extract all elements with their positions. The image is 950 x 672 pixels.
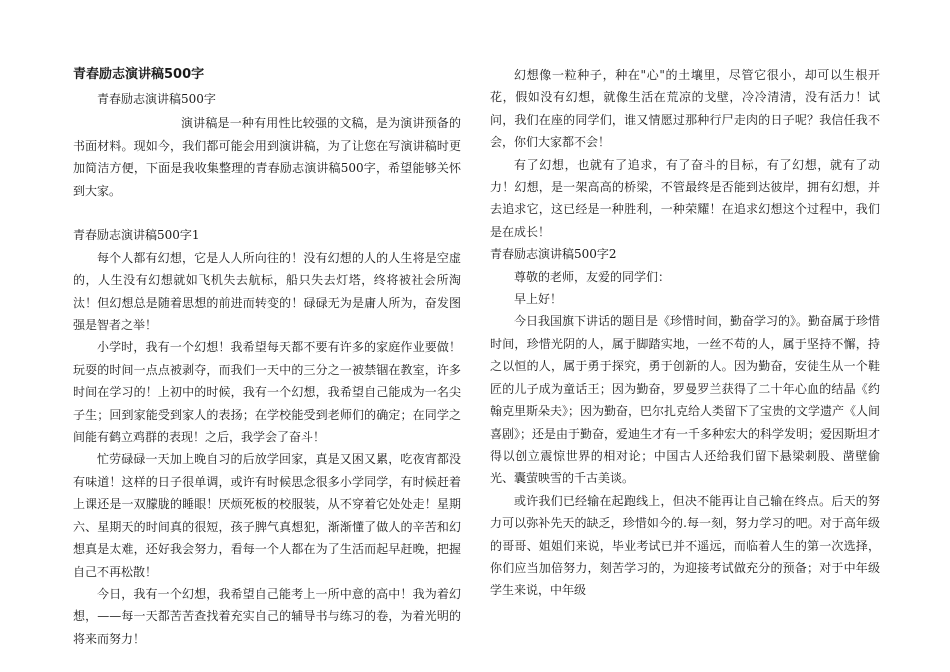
section1-paragraph-3: 忙劳碌碌一天加上晚自习的后放学回家，真是又困又累，吃夜宵都没有味道！这样的日子很单调，或许有时候思念很多小学同学，有时候赶着上课还是一双朦胧的睡眼！厌烦死板的校服装，从不穿着它处处走！星期六、星期天的时间真的很短，孩子脾气真想犯，渐渐懂了做人的辛苦和幻想真是太难，还好我会努力，看每一个人都在为了生活而起早赶晚，把握自己不再松散！ <box>73 452 461 579</box>
intro-paragraph: 演讲稿是一种有用性比较强的文稿，是为演讲预备的书面材料。现如今，我们都可能会用到演讲稿，为了让您在写演讲稿时更加简洁方便，下面是我收集整理的青春励志演讲稿500字，希望能够关怀到大家。 <box>73 116 461 198</box>
document-title: 青春励志演讲稿500字 <box>73 67 205 82</box>
section2-title: 青春励志演讲稿500字2 <box>490 247 617 262</box>
section2-paragraph-1: 尊敬的老师，友爱的同学们： <box>514 269 671 284</box>
section2-paragraph-3: 今日我国旗下讲话的题目是《珍惜时间，勤奋学习的》。勤奋属于珍惜时间，珍惜光阴的人，属于脚踏实地，一丝不苟的人，属于坚持不懈，持之以恒的人，属于勇于探究，勇于创新的人。因为勤奋，安徒生从一个鞋匠的儿子成为童话王；因为勤奋，罗曼罗兰获得了二十年心血的结晶《约翰克里斯朵夫》；因为勤奋，巴尔扎克给人类留下了宝贵的文学遗产《人间喜剧》；还是由于勤奋，爱迪生才有一千多种宏大的科学发明；爱因斯坦才得以创立震惊世界的相对论；中国古人还给我们留下悬梁刺股、凿壁偷光、囊萤映雪的千古美谈。 <box>490 314 881 486</box>
left-column <box>73 64 461 650</box>
section1-paragraph-2: 小学时，我有一个幻想！我希望每天都不要有许多的家庭作业要做！玩耍的时间一点点被剥夺，而我们一天中的三分之一被禁锢在教室，许多时间在学习的！上初中的时候，我有一个幻想，我希望自己能成为一名尖子生；回到家能受到家人的表扬；在学校能受到老师们的确定；在同学之间能有鹤立鸡群的表现！之后，我学会了奋斗！ <box>73 340 461 445</box>
section2-paragraph-2: 早上好！ <box>514 292 563 307</box>
blank-line <box>73 202 461 224</box>
section1-paragraph-1: 每个人都有幻想，它是人人所向往的！没有幻想的人的人生将是空虚的，人生没有幻想就如飞机失去航标，船只失去灯塔，终将被社会所淘汰！但幻想总是随着思想的前进而转变的！碌碌无为是庸人所为，奋发图强是智者之举！ <box>73 250 461 333</box>
section1-title: 青春励志演讲稿500字1 <box>73 228 200 243</box>
section1-paragraph-4: 今日，我有一个幻想，我希望自己能考上一所中意的高中！我为着幻想，——每一天都苦苦查找着充实自己的辅导书与练习的卷，为着光明的将来而努力！ <box>73 586 461 646</box>
section1-paragraph-5: 幻想像一粒种子，种在"心"的土壤里，尽管它很小，却可以生根开花，假如没有幻想，就像生活在荒凉的戈壁，冷冷清清，没有活力！试问，我们在座的同学们，谁又情愿过那种行尸走肉的日子呢？我信任我不会，你们大家都不会！ <box>490 68 880 150</box>
document-subtitle: 青春励志演讲稿500字 <box>97 92 216 106</box>
right-column <box>490 64 880 602</box>
section2-paragraph-4: 或许我们已经输在起跑线上，但决不能再让自己输在终点。后天的努力可以弥补先天的缺乏，珍惜如今的.每一刻，努力学习的吧。对于高年级的哥哥、姐姐们来说，毕业考试已并不遥远，而临着人生的第一次选择，你们应当加倍努力，刻苦学习的，为迎接考试做充分的预备；对于中年级学生来说，中年级 <box>490 493 880 598</box>
section1-paragraph-6: 有了幻想，也就有了追求，有了奋斗的目标，有了幻想，就有了动力！幻想，是一架高高的桥梁，不管最终是否能到达彼岸，拥有幻想，并去追求它，这已经是一种胜利，一种荣耀！在追求幻想这个过程中，我们是在成长！ <box>490 157 880 239</box>
